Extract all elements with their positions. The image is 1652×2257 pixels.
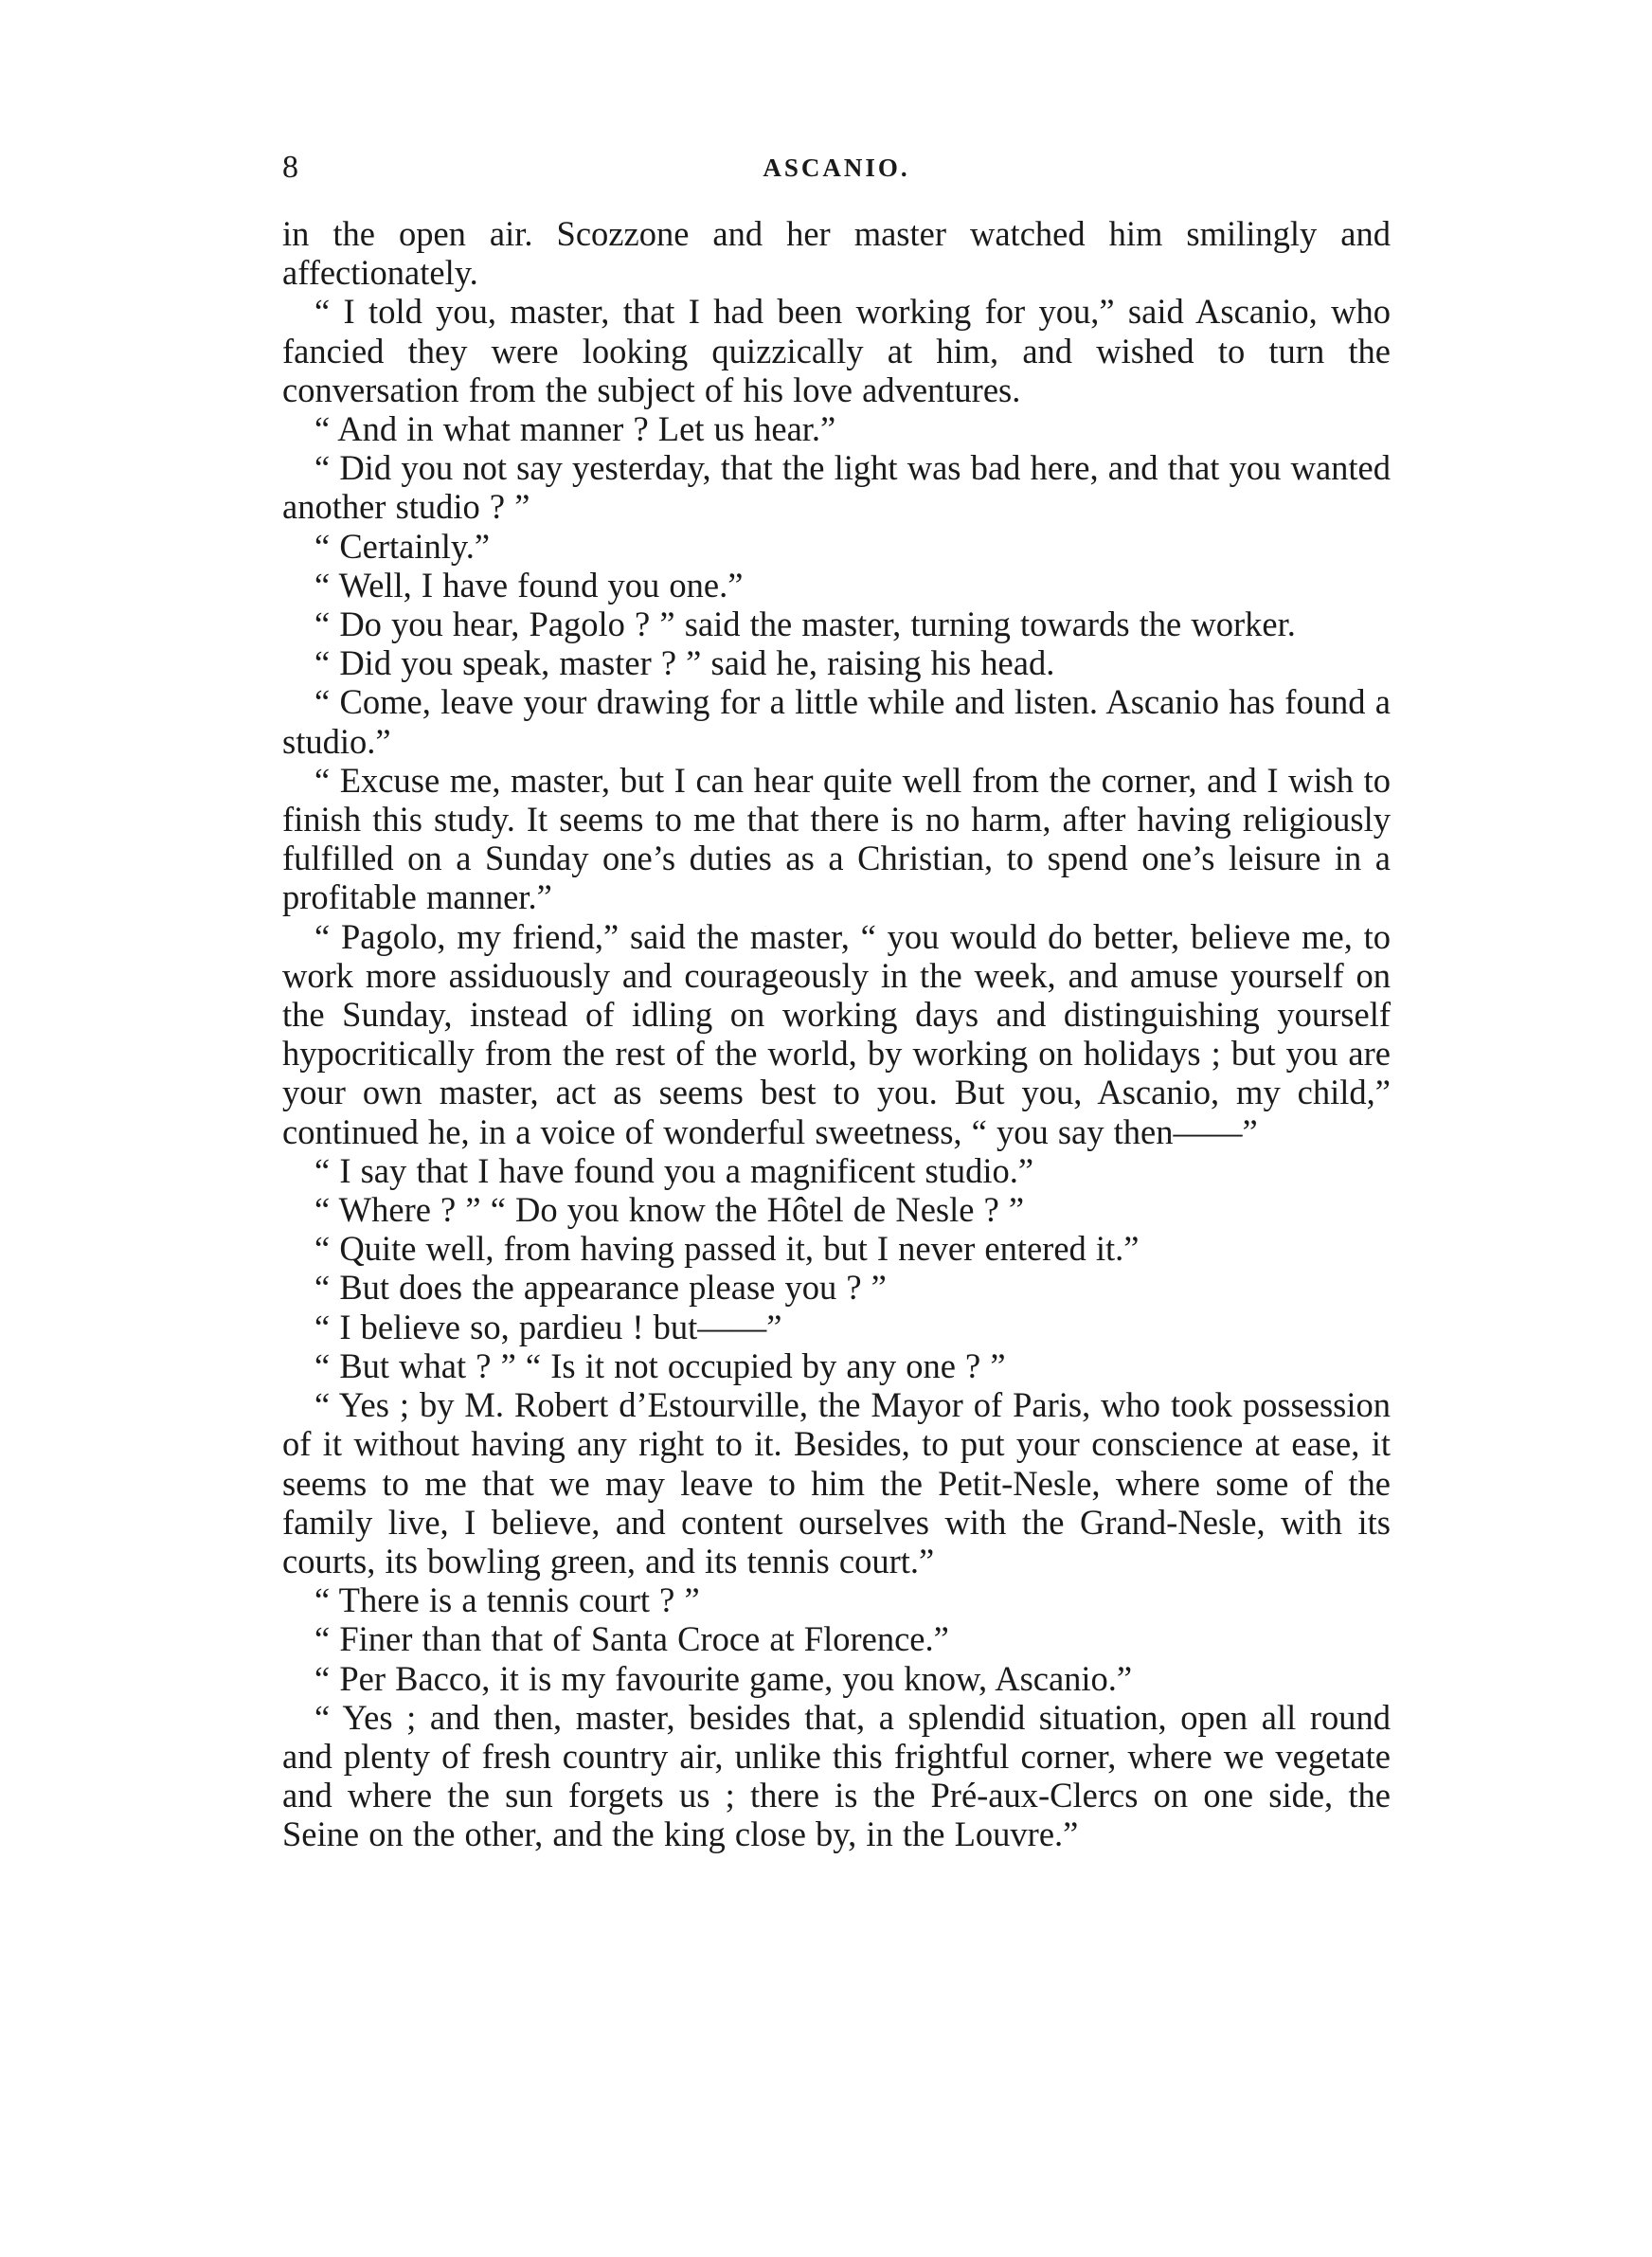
paragraph: “ Pagolo, my friend,” said the master, “ you would do better, believe me, to work more assiduously and courageously in the week, and amuse yourself on the Sunday, instead of idling on working days and distinguishing yourself hypocritically from the rest of the world, by working on holidays ; but you are your own master, act as seems best to you. But you, Ascanio, my child,” continued he, in a voice of wonderful sweetness, “ you say then——”	[282, 916, 1391, 1151]
body-text	[282, 214, 1391, 1854]
paragraph: “ Did you not say yesterday, that the light was bad here, and that you wanted another studio ? ”	[282, 448, 1391, 527]
paragraph: “ But does the appearance please you ? ”	[314, 1268, 887, 1308]
page-number: 8	[282, 150, 298, 185]
paragraph: “ Yes ; and then, master, besides that, a splendid situation, open all round and plenty of fresh country air, unlike this frightful corner, where we vegetate and where the sun forgets us ; there is the Pré-aux-Clercs on one side, the Seine on the other, and the king close by, in the Louvre.”	[282, 1697, 1391, 1854]
paragraph: “ Per Bacco, it is my favourite game, you know, Ascanio.”	[314, 1658, 1133, 1698]
running-head	[282, 144, 1391, 191]
paragraph: “ Where ? ” “ Do you know the Hôtel de Nesle ? ”	[314, 1190, 1025, 1230]
paragraph: “ But what ? ” “ Is it not occupied by any one ? ”	[314, 1345, 1006, 1385]
paragraph: “ Excuse me, master, but I can hear quite well from the corner, and I wish to finish this study. It seems to me that there is no harm, after having religiously fulfilled on a Sunday one’s duties as a Christian, to spend one’s leisure in a profitable manner.”	[282, 760, 1391, 917]
paragraph: “ Come, leave your drawing for a little while and listen. Ascanio has found a studio.”	[282, 682, 1391, 761]
paragraph: “ Quite well, from having passed it, but I never entered it.”	[314, 1229, 1140, 1269]
paragraph: “ Do you hear, Pagolo ? ” said the master, turning towards the worker.	[314, 605, 1296, 644]
paragraph: “ I told you, master, that I had been working for you,” said Ascanio, who fancied they were looking quizzically at him, and wished to turn the conversation from the subject of his love adventures.	[282, 292, 1391, 409]
paragraph: “ Yes ; by M. Robert d’Estourville, the Mayor of Paris, who took possession of it without having any right to it. Besides, to put your conscience at ease, it seems to me that we may leave to him the Petit-Nesle, where some of the family live, I believe, and content ourselves with the Grand-Nesle, with its courts, its bowling green, and its tennis court.”	[282, 1385, 1391, 1580]
paragraph: “ Did you speak, master ? ” said he, raising his head.	[314, 643, 1055, 683]
paragraph: “ I believe so, pardieu ! but——”	[314, 1307, 782, 1346]
paragraph: “ Finer than that of Santa Croce at Florence.”	[314, 1619, 949, 1659]
paragraph: “ There is a tennis court ? ”	[314, 1580, 700, 1620]
paragraph: “ Well, I have found you one.”	[314, 565, 744, 605]
paragraph: “ I say that I have found you a magnificent studio.”	[314, 1150, 1034, 1190]
paragraph: in the open air. Scozzone and her master watched him smilingly and affectionately.	[282, 214, 1391, 293]
running-title: ASCANIO.	[763, 153, 910, 182]
paragraph: “ And in what manner ? Let us hear.”	[314, 409, 836, 449]
paragraph: “ Certainly.”	[314, 526, 491, 566]
